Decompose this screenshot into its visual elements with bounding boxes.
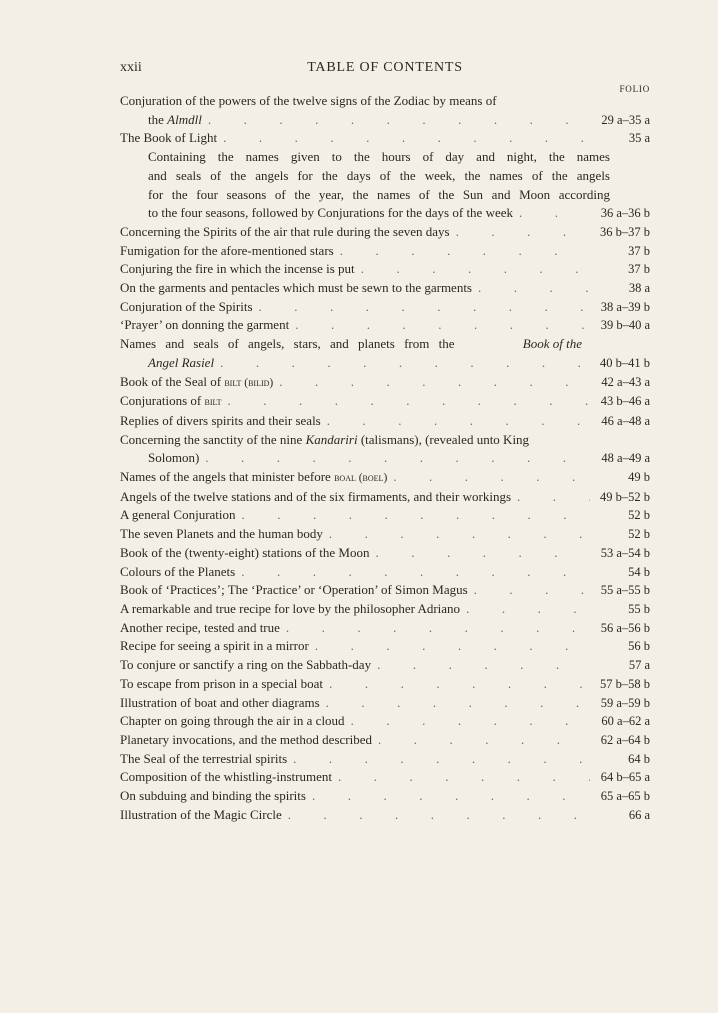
toc-entry [120,525,650,544]
entry-folio: 54 b [628,564,650,579]
toc-entry [120,506,650,525]
entry-folio: 29 a–35 a [601,112,650,127]
entry-folio: 37 b [628,243,650,258]
entry-folio: 38 a [628,281,650,296]
leader-dots [338,768,590,787]
entry-text: The Seal of the terrestrial spirits [120,750,288,766]
leader-dots [474,581,590,600]
leader-dots [205,449,590,468]
toc-entry [120,279,650,298]
leader-dots [279,373,590,392]
entry-text: the Almdll [148,111,202,127]
toc-entry [120,731,650,750]
leader-dots [312,787,590,806]
leader-dots [478,279,590,298]
page-header [120,60,650,80]
toc-entry-description [120,148,650,223]
leader-dots [393,468,590,487]
entry-folio: 62 a–64 b [600,732,650,747]
toc-entry [120,431,650,468]
entry-text: Angel Rasiel [148,354,215,370]
leader-dots [286,619,590,638]
entry-text: Concerning the Spirits of the air that rule during the seven days [120,223,450,239]
entry-text: Recipe for seeing a spirit in a mirror [120,638,309,654]
toc-entry [120,581,650,600]
entry-folio: 57 a [628,658,650,673]
entry-folio: 55 a–55 b [600,583,650,598]
toc-entry [120,92,650,129]
leader-dots [466,600,590,619]
toc-entry [120,656,650,675]
leader-dots [315,637,590,656]
toc-entry [120,787,650,806]
toc-entry [120,335,650,372]
leader-dots [378,731,590,750]
toc-entry [120,619,650,638]
entry-text: Concerning the sanctity of the nine Kandariri (talismans), (revealed unto King [120,431,530,447]
entry-folio: 59 a–59 b [600,695,650,710]
leader-dots [340,242,590,261]
entry-folio: 40 b–41 b [600,355,650,370]
entry-text: Conjuration of the powers of the twelve signs of the Zodiac by means of [120,93,497,108]
toc-entry [120,412,650,431]
entry-folio: 53 a–54 b [600,545,650,560]
entry-folio: 36 a–36 b [600,206,650,221]
entry-folio: 56 a–56 b [600,620,650,635]
entry-text: Containing the names given to the hours of day and night, the names [148,149,610,165]
entry-text: The Book of Light [120,130,218,146]
entry-folio: 48 a–49 a [601,451,650,466]
entry-folio: 57 b–58 b [600,676,650,691]
entry-folio: 37 b [628,262,650,277]
toc-entry [120,260,650,279]
folio-column-label: FOLIO [619,84,650,94]
toc-entry [120,750,650,769]
entry-text: Composition of the whistling-instrument [120,769,332,785]
entry-text: ‘Prayer’ on donning the garment [120,317,290,333]
table-of-contents [120,92,650,824]
toc-entry [120,392,650,412]
entry-folio: 42 a–43 a [601,374,650,389]
entry-text: Names and seals of angels, stars, and planets from the [120,336,455,352]
leader-dots [376,544,591,563]
leader-dots [288,806,590,825]
toc-entry [120,694,650,713]
leader-dots [327,412,590,431]
leader-dots [519,204,590,223]
leader-dots [329,525,590,544]
entry-text: Book of the (twenty-eight) stations of the Moon [120,544,370,560]
leader-dots [241,563,590,582]
entry-folio: 64 b–65 a [600,770,650,785]
entry-text: Book of ‘Practices’; The ‘Practice’ or ‘Operation’ of Simon Magus [120,582,468,598]
toc-entry [120,544,650,563]
leader-dots [351,712,590,731]
entry-text: Conjuring the fire in which the incense is put [120,261,355,277]
entry-text: Conjuration of the Spirits [120,298,253,314]
leader-dots [220,354,590,373]
entry-text: Planetary invocations, and the method described [120,731,372,747]
entry-text: to the four seasons, followed by Conjurations for the days of the week [148,205,514,221]
entry-folio: 65 a–65 b [600,789,650,804]
toc-entry [120,637,650,656]
entry-text: To escape from prison in a special boat [120,675,324,691]
toc-entry [120,488,650,507]
toc-entry [120,675,650,694]
page-title: TABLE OF CONTENTS [307,60,463,75]
leader-dots [259,298,590,317]
leader-dots [326,694,590,713]
leader-dots [295,316,590,335]
entry-text: Angels of the twelve stations and of the six firmaments, and their workings [120,488,512,504]
leader-dots [208,111,590,130]
entry-folio: 38 a–39 b [600,299,650,314]
entry-text: Colours of the Planets [120,563,236,579]
entry-text: The seven Planets and the human body [120,526,323,542]
entry-text: Book of the [522,336,582,352]
toc-entry [120,768,650,787]
entry-text: Chapter on going through the air in a cloud [120,713,345,729]
entry-folio: 56 b [628,639,650,654]
leader-dots [293,750,590,769]
entry-folio: 35 a [628,131,650,146]
toc-entry [120,373,650,393]
entry-folio: 52 b [628,527,650,542]
entry-text: Conjurations of bilt [120,393,222,409]
page-number: xxii [120,60,142,75]
entry-folio: 66 a [628,807,650,822]
entry-text: A general Conjuration [120,507,236,523]
toc-entry [120,298,650,317]
entry-text: Names of the angels that minister before boal (boel) [120,469,388,485]
entry-text: Book of the Seal of bilt (bilid) [120,373,274,389]
toc-entry [120,242,650,261]
leader-dots [228,392,590,411]
entry-folio: 64 b [628,751,650,766]
entry-text: Replies of divers spirits and their seals [120,412,321,428]
entry-text: To conjure or sanctify a ring on the Sabbath-day [120,657,372,673]
leader-dots [329,675,590,694]
toc-entry [120,223,650,242]
entry-text: On the garments and pentacles which must be sewn to the garments [120,280,472,296]
entry-folio: 36 b–37 b [600,224,650,239]
toc-entry [120,806,650,825]
leader-dots [242,506,590,525]
toc-entry [120,316,650,335]
leader-dots [223,129,590,148]
entry-folio: 52 b [628,508,650,523]
entry-text: Illustration of boat and other diagrams [120,694,320,710]
entry-text: Fumigation for the afore-mentioned stars [120,242,334,258]
entry-text: Illustration of the Magic Circle [120,806,282,822]
entry-text: Another recipe, tested and true [120,619,280,635]
entry-folio: 55 b [628,601,650,616]
entry-text: for the four seasons of the year, the names of the Sun and Moon according [148,186,610,202]
toc-entry [120,712,650,731]
entry-folio: 43 b–46 a [600,394,650,409]
toc-entry [120,129,650,148]
entry-folio: 49 b–52 b [600,489,650,504]
toc-entry [120,600,650,619]
toc-entry [120,563,650,582]
toc-entry [120,468,650,488]
leader-dots [517,488,590,507]
entry-text: Solomon) [148,450,200,466]
leader-dots [361,260,590,279]
entry-text: and seals of the angels for the days of the week, the names of the angels [148,167,610,183]
entry-folio: 60 a–62 a [601,714,650,729]
leader-dots [377,656,590,675]
entry-text: On subduing and binding the spirits [120,788,306,804]
entry-folio: 46 a–48 a [601,413,650,428]
entry-text: A remarkable and true recipe for love by the philosopher Adriano [120,600,461,616]
leader-dots [456,223,590,242]
entry-folio: 39 b–40 a [600,318,650,333]
entry-folio: 49 b [628,470,650,485]
